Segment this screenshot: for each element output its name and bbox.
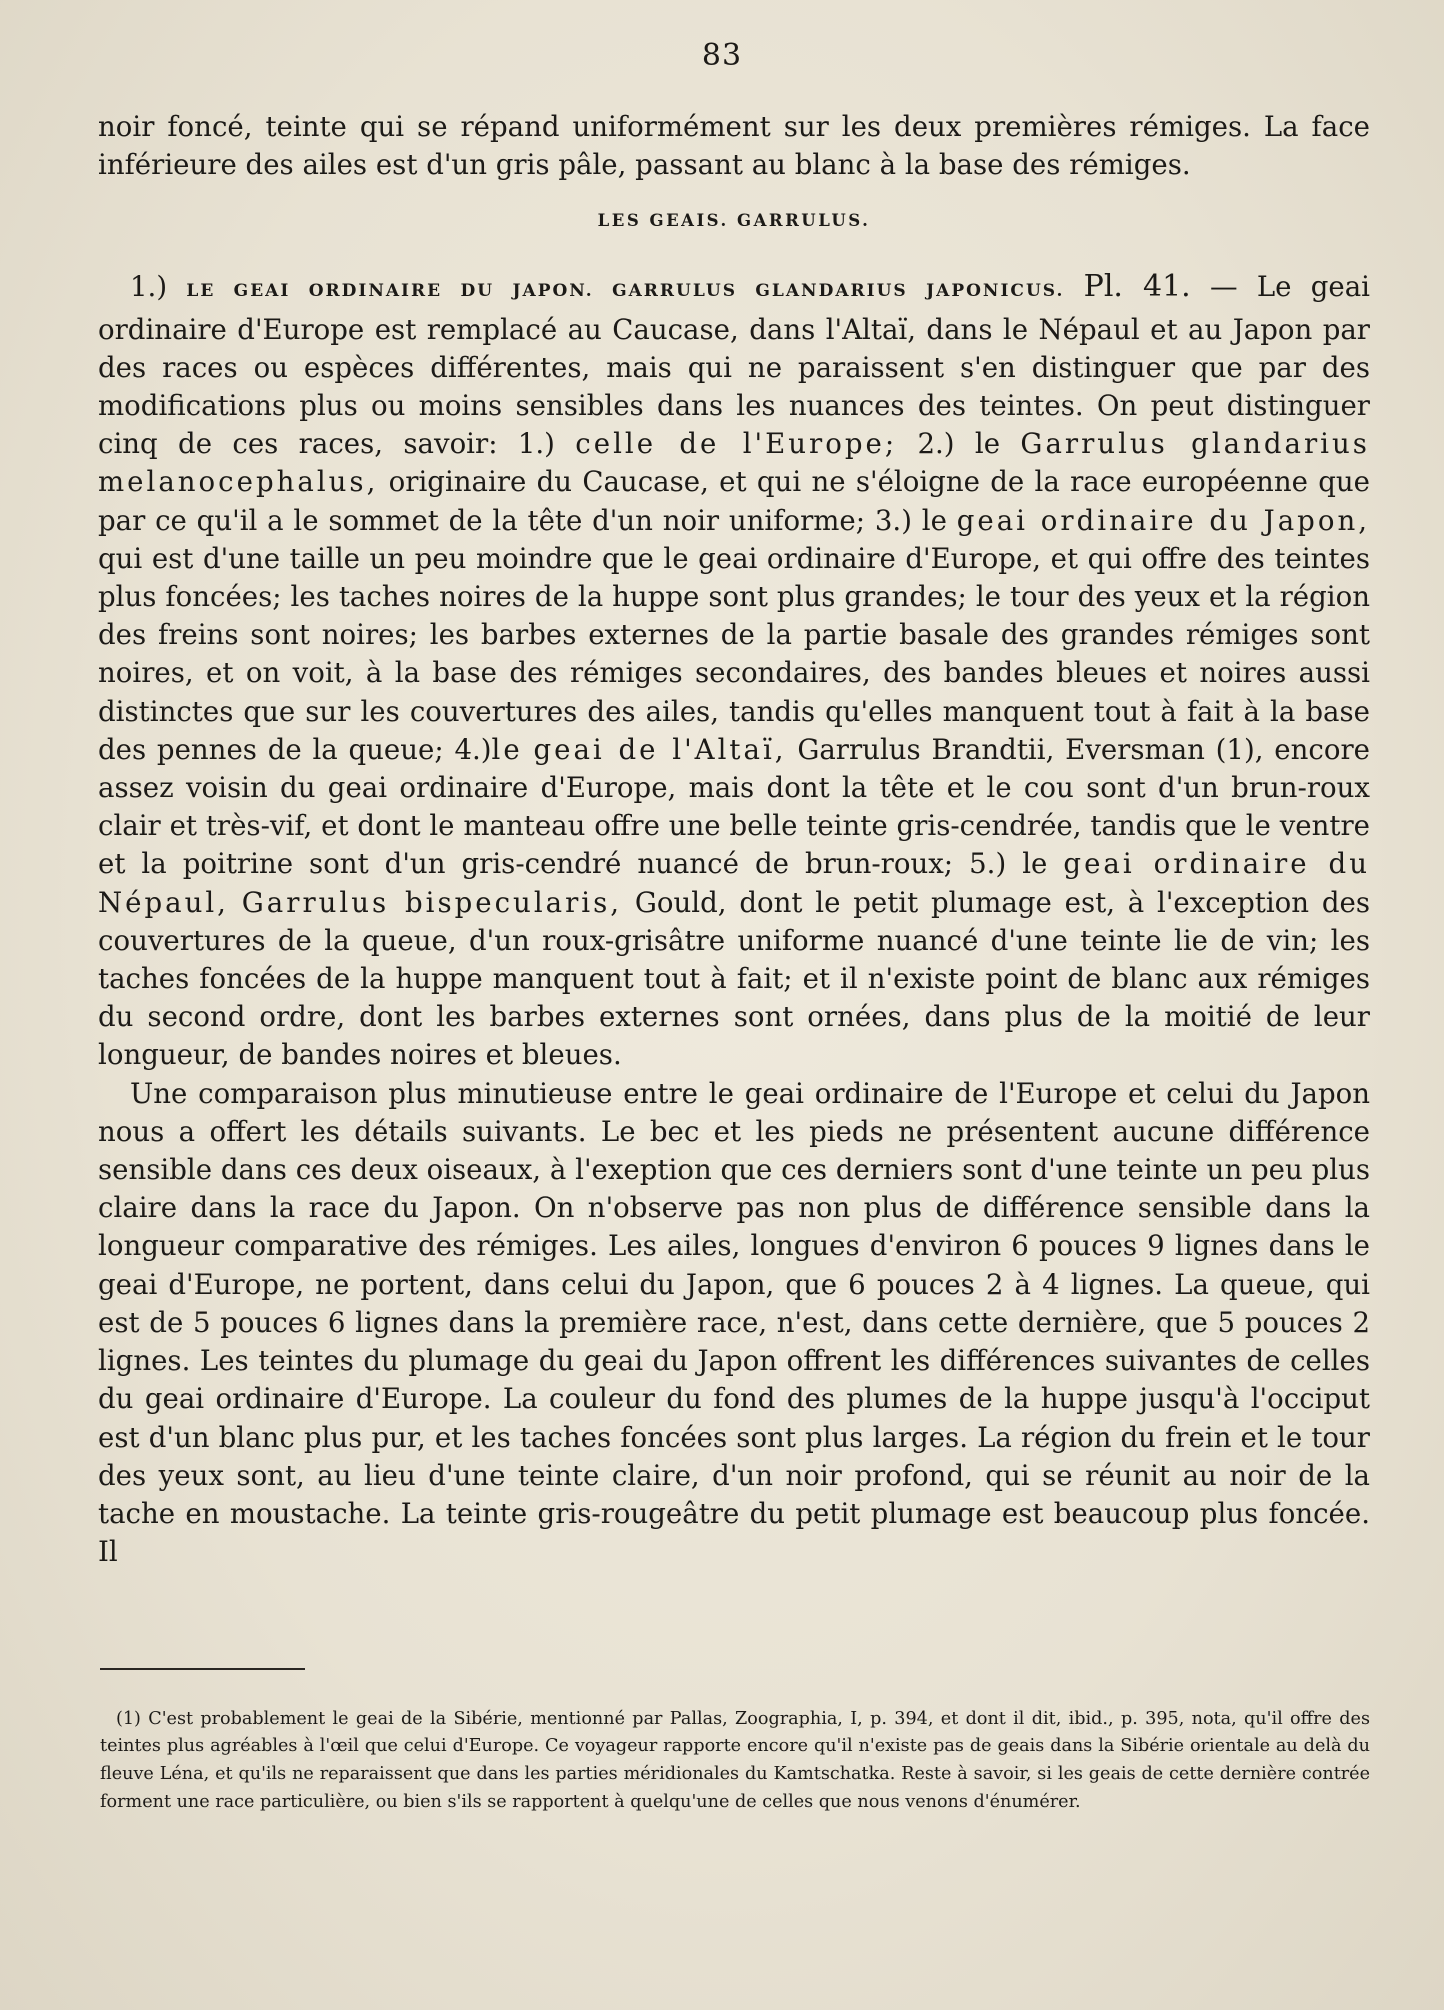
race-5-text: Gould, dont le petit plumage est, à l'exception des couvertures de la queue, d'un roux-grisâtre uniforme nuancé d'une teinte lie de vin; les taches foncées de la huppe manquent tout à fait; et il n'existe point de blanc aux rémiges du second ordre, dont les barbes externes sont ornées, dans plus de la moitié de leur longueur, de bandes noires et bleues. (98, 885, 1370, 1072)
plate-reference: Pl. 41. (1083, 269, 1191, 305)
race-4-article: le (491, 732, 523, 766)
race-3-name: geai ordinaire du Japon, (956, 503, 1370, 537)
footnote: (1) C'est probablement le geai de la Sibérie, mentionné par Pallas, Zoographia, I, p. 394, et dont il dit, ibid., p. 395, nota, qu'il offre des teintes plus agréables à l'œil que celui d'Europe. Ce voyageur rapporte encore qu'il n'existe pas de geais dans la Sibérie orientale au delà du fleuve Léna, et qu'ils ne reparaissent que dans les parties méridionales du Kamtschatka. Reste à savoir, si les geais de cette dernière contrée forment une race particulière, ou bien s'ils se rapportent à quelqu'une de celles que nous venons d'énumérer. (100, 1708, 1370, 1812)
race-1-name: celle de l'Europe; (575, 427, 898, 461)
footnote-rule (100, 1668, 305, 1670)
race-3-text: qui est d'une taille un peu moindre que le geai ordinaire d'Europe, et qui offre des teintes plus foncées; les taches noires de la huppe sont plus grandes; le tour des yeux et la région des freins sont noires; les barbes externes de la partie basale des grandes rémiges sont noires, et on voit, à la base des rémiges secondaires, des bandes bleues et noires aussi distinctes que sur les couvertures des ailes, tandis qu'elles manquent tout à fait à la base des pennes de la queue; (98, 541, 1370, 766)
race-4-scientific-name: Garrulus Brandtii, (797, 732, 1055, 766)
race-5-number: 5.) (969, 847, 1007, 881)
race-5-name: geai ordinaire du Népaul, (98, 847, 1370, 919)
race-3-number: 3.) (874, 503, 912, 537)
race-5-scientific-name: Garrulus bispecularis, (241, 885, 623, 919)
race-2-name: Garrulus glandarius melanocephalus, (98, 427, 1370, 499)
race-4-text: Eversman (1), encore assez voisin du geai ordinaire d'Europe, mais dont la tête et le cou sont d'un brun-roux clair et très-vif, et dont le manteau offre une belle teinte gris-cendrée, tandis que le ventre et la poitrine sont d'un gris-cendré nuancé de brun-roux; (98, 732, 1370, 881)
race-2-number: 2.) (917, 427, 955, 461)
section-heading: LES GEAIS. GARRULUS. (597, 211, 871, 231)
entry-paragraph (98, 268, 1370, 1074)
comparison-paragraph: Une comparaison plus minutieuse entre le geai ordinaire de l'Europe et celui du Japon nous a offert les détails suivants. Le bec et les pieds ne présentent aucune différence sensible dans ces deux oiseaux, à l'exeption que ces derniers sont d'une teinte un peu plus claire dans la race du Japon. On n'observe pas non plus de différence sensible dans la longueur comparative des rémiges. Les ailes, longues d'environ 6 pouces 9 lignes dans le geai d'Europe, ne portent, dans celui du Japon, que 6 pouces 2 à 4 lignes. La queue, qui est de 5 pouces 6 lignes dans la première race, n'est, dans cette dernière, que 5 pouces 2 lignes. Les teintes du plumage du geai du Japon offrent les différences suivantes de celles du geai ordinaire d'Europe. La couleur du fond des plumes de la huppe jusqu'à l'occiput est d'un blanc plus pur, et les taches foncées sont plus larges. La région du frein et le tour des yeux sont, au lieu d'une teinte claire, d'un noir profond, qui se réunit au noir de la tache en moustache. La teinte gris-rougeâtre du petit plumage est beaucoup plus foncée. Il (98, 1076, 1370, 1569)
race-5-article: le (1022, 847, 1048, 881)
intro-paragraph: noir foncé, teinte qui se répand uniformément sur les deux premières rémiges. La face inférieure des ailes est d'un gris pâle, passant au blanc à la base des rémiges. (98, 110, 1370, 182)
race-2-text: originaire du Caucase, et qui ne s'éloigne de la race européenne que par ce qu'il a le sommet de la tête d'un noir uniforme; (98, 465, 1370, 537)
race-2-article: le (974, 427, 1001, 461)
page-number: 83 (701, 38, 743, 73)
entry-title: LE GEAI ORDINAIRE DU JAPON. GARRULUS GLANDARIUS JAPONICUS. (186, 281, 1065, 302)
entry-number: 1.) (130, 270, 168, 304)
entry-body-a: Le geai ordinaire d'Europe est remplacé au Caucase, dans l'Altaï, dans le Népaul et au Japon par des races ou espèces différentes, mais qui ne paraissent s'en distinguer que par des modifications plus ou moins sensibles dans les nuances des teintes. On peut distinguer cinq de ces races, savoir: (98, 270, 1371, 461)
race-4-name: geai de l'Altaï, (533, 732, 787, 766)
race-4-number: 4.) (454, 732, 492, 766)
main-text (98, 108, 1370, 1571)
entry-dash: — (1209, 270, 1238, 304)
race-3-article: le (921, 503, 947, 537)
race-1-number: 1.) (517, 427, 555, 461)
